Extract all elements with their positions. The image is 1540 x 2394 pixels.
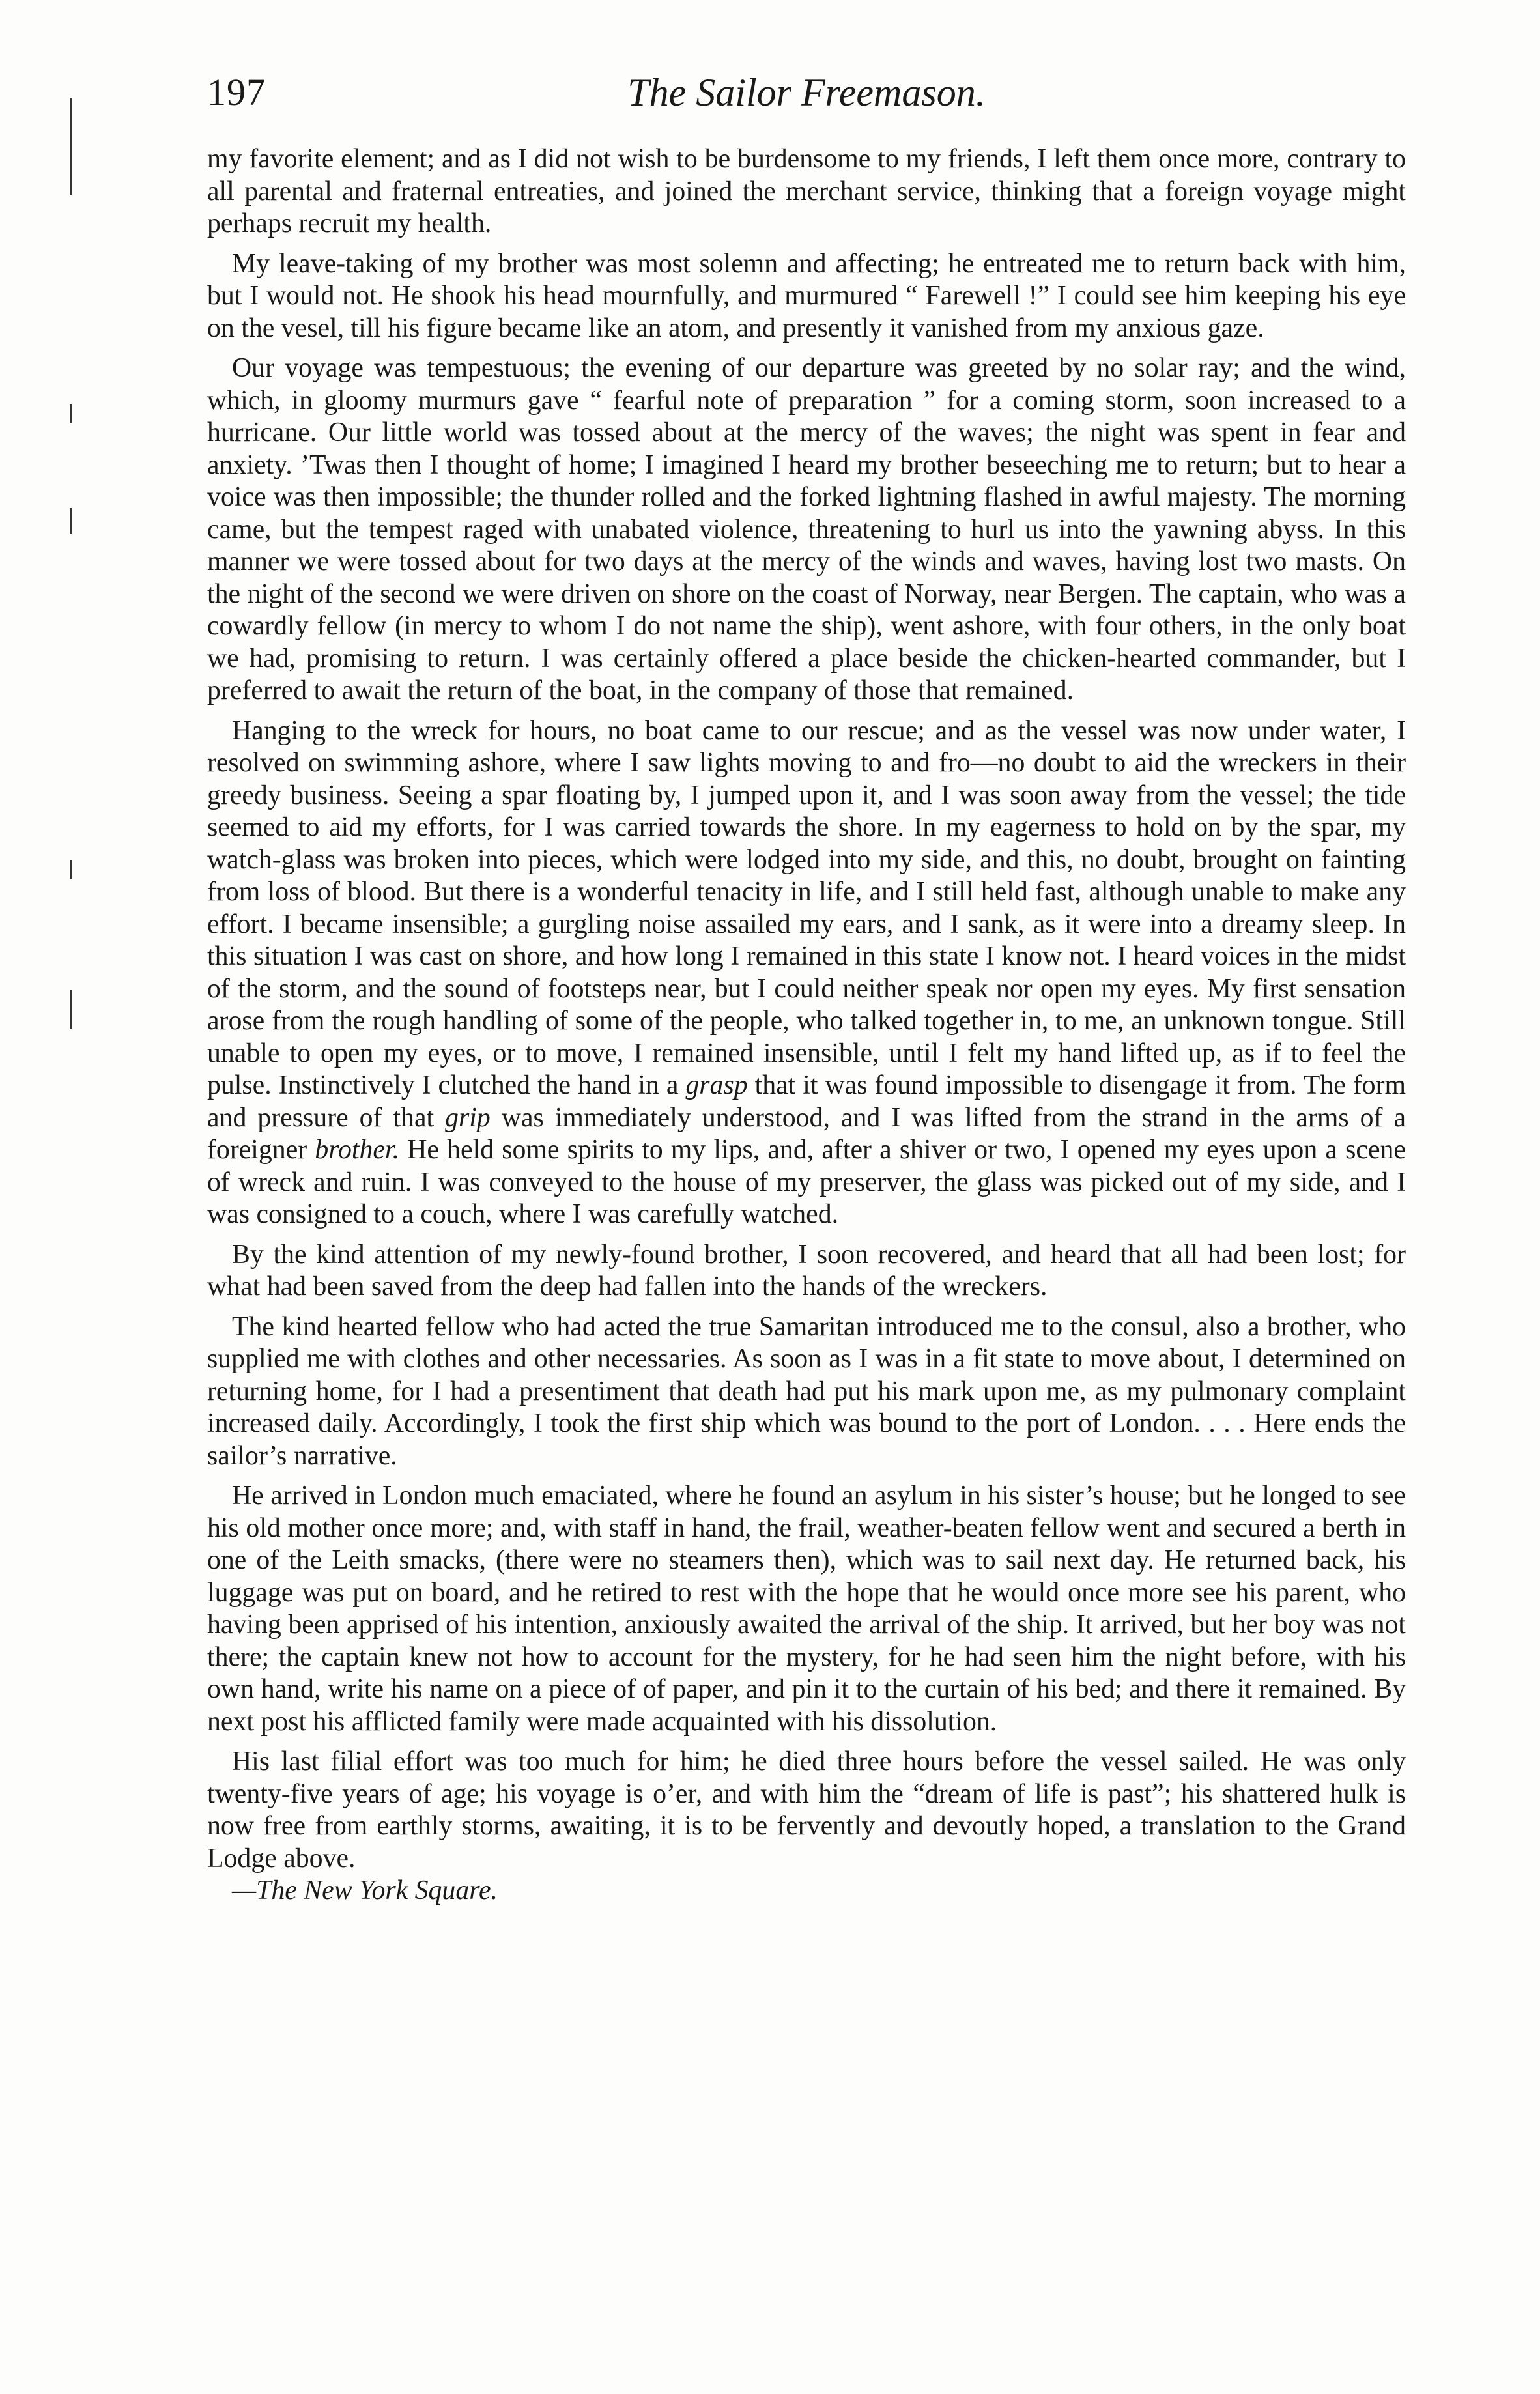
margin-mark <box>70 98 72 195</box>
paragraph: He arrived in London much emaciated, where he found an asylum in his sister’s house; but he longed to see his old mother once more; and, with staff in hand, the frail, weather-beaten fellow went and secured a berth in one of the Leith smacks, (there were no steamers then), which was to sail next day. He returned back, his luggage was put on board, and he retired to rest with the hope that he would once more see his parent, who having been apprised of his intention, anxiously awaited the arrival of the ship. It arrived, but her boy was not there; the captain knew not how to account for the mystery, for he had seen him the night before, with his own hand, write his name on a piece of of paper, and pin it to the curtain of his bed; and there it remained. By next post his afflicted family were made acquainted with his dissolution. <box>207 1481 1406 1737</box>
paragraph: my favorite element; and as I did not wish to be burdensome to my friends, I left them once more, contrary to all parental and fraternal entreaties, and joined the merchant service, thinking that a foreign voyage might perhaps recruit my health. <box>207 144 1406 238</box>
running-head: The Sailor Freemason. <box>627 71 986 114</box>
page-number: 197 <box>207 71 266 113</box>
paragraph: The kind hearted fellow who had acted the true Samaritan introduced me to the consul, also a brother, who supplied me with clothes and other necessaries. As soon as I was in a fit state to move about, I determined on returning home, for I had a presentiment that death had put his mark upon me, as my pulmonary complaint increased daily. Accordingly, I took the first ship which was bound to the port of London. . . . Here ends the sailor’s narrative. <box>207 1311 1406 1471</box>
paragraph-text: Hanging to the wreck for hours, no boat came to our rescue; and as the vessel was now under water, I resolved on swimming ashore, where I saw lights moving to and fro—no doubt to aid the wreckers in their greedy business. Seeing a spar floating by, I jumped upon it, and I was soon away from the vessel; the tide seemed to aid my efforts, for I was carried towards the shore. In my eagerness to hold on by the spar, my watch-glass was broken into pieces, which were lodged into my side, and this, no doubt, brought on fainting from loss of blood. But there is a wonderful tenacity in life, and I still held fast, although unable to make any effort. I became insensible; a gurgling noise assailed my ears, and I sank, as it were into a dreamy sleep. In this situation I was cast on shore, and how long I remained in this state I know not. I heard voices in the midst of the storm, and the sound of footsteps near, but I could neither speak nor open my eyes. My first sensation arose from the rough handling of some of the people, who talked together in, to me, an unknown tongue. Still unable to open my eyes, or to move, I remained insensible, until I felt my hand lifted up, as if to feel the pulse. Instinctively I clutched the hand in a <box>207 715 1406 1100</box>
paragraph: By the kind attention of my newly-found brother, I soon recovered, and heard that all had been lost; for what had been saved from the deep had fallen into the hands of the wreckers. <box>207 1239 1406 1302</box>
paragraph: Our voyage was tempestuous; the evening of our departure was greeted by no solar ray; and the wind, which, in gloomy murmurs gave “ fearful note of preparation ” for a coming storm, soon increased to a hurricane. Our little world was tossed about at the mercy of the waves; the night was spent in fear and anxiety. ’Twas then I thought of home; I imagined I heard my brother beseeching me to return; but to hear a voice was then impossible; the thunder rolled and the forked lightning flashed in awful majesty. The morning came, but the tempest raged with unabated violence, threatening to hurl us into the yawning abyss. In this manner we were tossed about for two days at the mercy of the winds and waves, having lost two masts. On the night of the second we were driven on shore on the coast of Norway, near Bergen. The captain, who was a cowardly fellow (in mercy to whom I do not name the ship), went ashore, with four others, in the only boat we had, promising to return. I was certainly offered a place beside the chicken-hearted commander, but I preferred to await the return of the boat, in the company of those that remained. <box>207 353 1406 705</box>
paragraph-text: that it was found impossible to disengage it from. The form and pressure of that <box>207 1070 1406 1133</box>
source-attribution: —The New York Square. <box>232 1875 498 1905</box>
italic-word: brother. <box>315 1135 400 1165</box>
margin-mark <box>70 508 72 534</box>
article-body <box>207 143 1406 1915</box>
paragraph-text: was immediately understood, and I was lifted from the strand in the arms of a foreigner <box>207 1102 1406 1165</box>
paragraph <box>207 715 1406 1231</box>
italic-word: grasp <box>685 1070 748 1100</box>
margin-mark <box>70 860 72 879</box>
margin-binding-marks <box>70 91 83 1133</box>
italic-word: grip <box>445 1102 491 1133</box>
page-header <box>207 70 1406 122</box>
paragraph: My leave-taking of my brother was most solemn and affecting; he entreated me to return back with him, but I would not. He shook his head mournfully, and murmured “ Farewell !” I could see him keeping his eye on the vesel, till his figure became like an atom, and presently it vanished from my anxious gaze. <box>207 248 1406 343</box>
paragraph-text: He held some spirits to my lips, and, after a shiver or two, I opened my eyes upon a scene of wreck and ruin. I was conveyed to the house of my preserver, the glass was picked out of my side, and I was consigned to a couch, where I was carefully watched. <box>207 1135 1406 1229</box>
paragraph: His last filial effort was too much for him; he died three hours before the vessel sailed. He was only twenty-five years of age; his voyage is o’er, and with him the “dream of life is past”; his shattered hulk is now free from earthly storms, awaiting, it is to be fervently and devoutly hoped, a translation to the Grand Lodge above. <box>207 1746 1406 1874</box>
margin-mark <box>70 990 72 1029</box>
margin-mark <box>70 404 72 423</box>
